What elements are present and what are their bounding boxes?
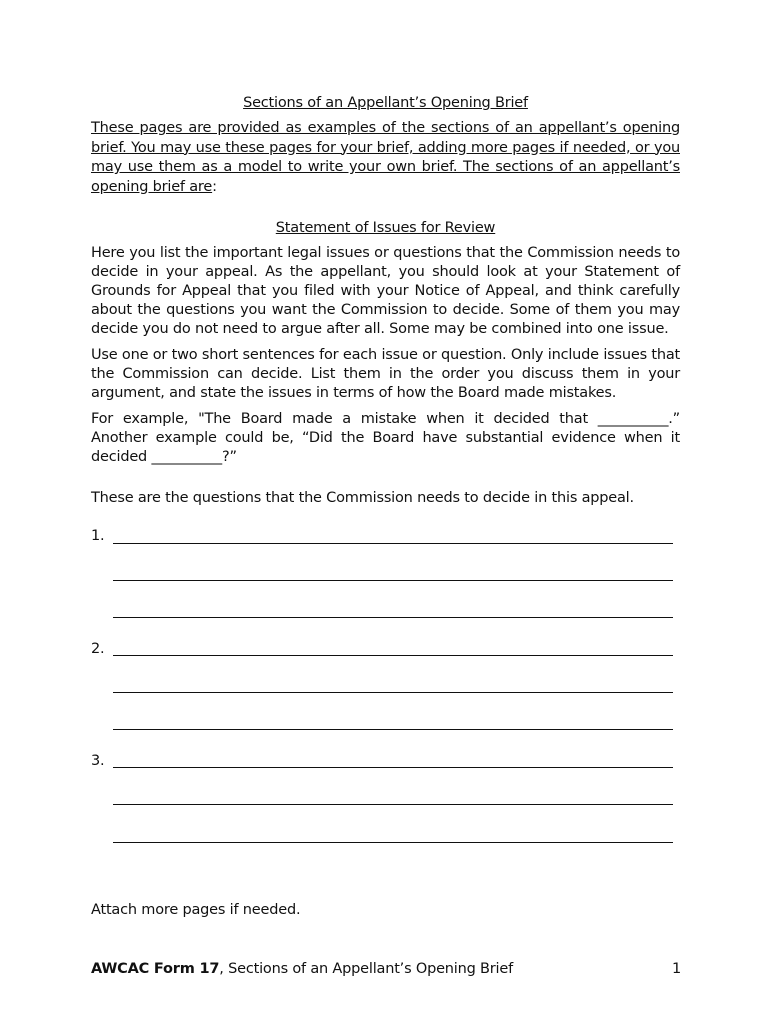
example-text-a: For example, "The Board made a mistake when it decided that xyxy=(91,411,598,427)
question-number-2: 2. xyxy=(91,641,105,657)
answer-line-2b[interactable] xyxy=(113,692,673,693)
example-blank-1: __________ xyxy=(597,411,669,427)
answer-line-1c[interactable] xyxy=(113,617,673,618)
intro-trailing: : xyxy=(212,178,217,195)
example-text-b: .” Another example could be, “Did the Board have substantial evidence when it decided xyxy=(91,411,680,465)
intro-text: These pages are provided as examples of the sections of an appellant’s opening brief. You may use these pages for your brief, adding more pages if needed, or you may use them as a model to write your own brief. The sections of an appellant’s opening brief are xyxy=(91,120,680,195)
intro-paragraph xyxy=(91,119,680,197)
answer-line-1a[interactable] xyxy=(113,543,673,544)
section-heading: Statement of Issues for Review xyxy=(275,220,496,236)
example-text-c: ?” xyxy=(221,449,237,465)
page-footer xyxy=(91,958,681,980)
answer-line-2a[interactable] xyxy=(113,655,673,656)
answer-line-2c[interactable] xyxy=(113,729,673,730)
example-paragraph xyxy=(91,410,680,467)
page-number: 1 xyxy=(671,961,681,977)
instructions-paragraph-2: Use one or two short sentences for each issue or question. Only include issues that the Commission can decide. List them in the order you discuss them in your argument, and state the issues in terms of how the Board made mistakes. xyxy=(91,347,680,401)
footer-form-title: , Sections of an Appellant’s Opening Brief xyxy=(219,961,513,977)
answer-line-3a[interactable] xyxy=(113,767,673,768)
question-number-3: 3. xyxy=(91,753,105,769)
answer-line-1b[interactable] xyxy=(113,580,673,581)
example-blank-2: __________ xyxy=(151,449,222,465)
answer-line-3b[interactable] xyxy=(113,804,673,805)
question-number-1: 1. xyxy=(91,528,105,544)
questions-intro: These are the questions that the Commission needs to decide in this appeal. xyxy=(91,490,634,506)
instructions-paragraph-1: Here you list the important legal issues or questions that the Commission needs to decide in your appeal. As the appellant, you should look at your Statement of Grounds for Appeal that you filed with your Notice of Appeal, and think carefully about the questions you want the Commission to decide. Some of them you may decide you do not need to argue after all. Some may be combined into one issue. xyxy=(91,245,680,337)
answer-line-3c[interactable] xyxy=(113,842,673,843)
footer-form-id: AWCAC Form 17 xyxy=(91,961,220,977)
document-title: Sections of an Appellant’s Opening Brief xyxy=(243,95,528,111)
attach-note: Attach more pages if needed. xyxy=(91,902,301,918)
